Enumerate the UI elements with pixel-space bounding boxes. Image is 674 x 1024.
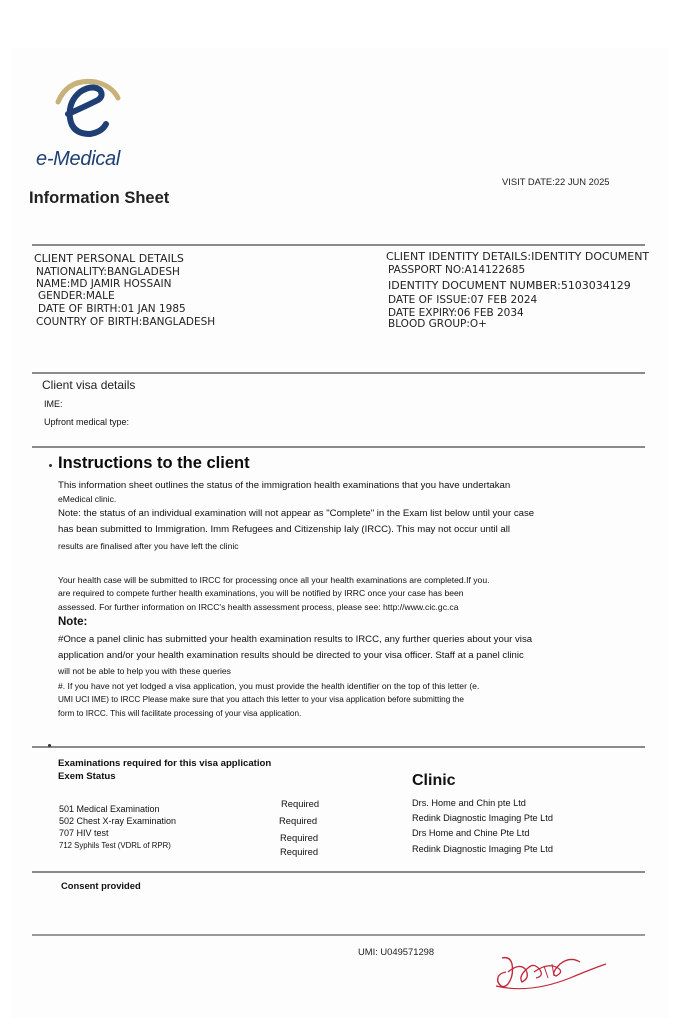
sheet-title: Information Sheet xyxy=(29,189,170,207)
blood-group: BLOOD GROUP:O+ xyxy=(388,318,487,330)
divider-3 xyxy=(32,446,645,448)
note-2-line1: #. If you have not yet lodged a visa application, you must provide the health identifier on the top of this letter (e. xyxy=(58,681,480,691)
exam-clinic: Drs. Home and Chin pte Ltd xyxy=(412,798,526,808)
exam-status-heading: Exem Status xyxy=(58,771,116,782)
client-name: NAME:MD JAMIR HOSSAIN xyxy=(36,278,172,290)
divider-6 xyxy=(32,934,645,936)
nationality: NATIONALITY:BANGLADESH xyxy=(36,266,180,278)
passport-number: PASSPORT NO:A14122685 xyxy=(388,264,526,276)
instructions-p3-line2: are required to compete further health examinations, you will be notified by IRRC once your case has been xyxy=(58,588,464,598)
date-expiry: DATE EXPIRY:06 FEB 2034 xyxy=(388,307,524,319)
country-of-birth: COUNTRY OF BIRTH:BANGLADESH xyxy=(36,316,216,328)
exam-name: 502 Chest X-ray Examination xyxy=(59,816,177,826)
exam-status: Required xyxy=(280,832,319,843)
date-of-issue: DATE OF ISSUE:07 FEB 2024 xyxy=(388,294,538,306)
clinic-heading: Clinic xyxy=(412,772,456,789)
emedical-logo xyxy=(36,72,150,172)
exam-status: Required xyxy=(279,815,318,826)
exam-name: 707 HIV test xyxy=(59,828,109,838)
exam-clinic: Redink Diagnostic Imaging Pte Ltd xyxy=(412,813,553,823)
instructions-p2-line2: has bean submitted to Immigration. Imm Refugees and Citizenship Ialy (IRCC). This may not occur until all xyxy=(58,524,510,535)
date-of-birth: DATE OF BIRTH:01 JAN 1985 xyxy=(38,303,186,315)
exam-status: Required xyxy=(280,846,319,857)
note-1-line3: will not be able to help you with these queries xyxy=(58,666,231,676)
personal-heading: CLIENT PERSONAL DETAILS xyxy=(34,252,184,265)
consent-provided: Consent provided xyxy=(61,880,141,891)
instructions-p1-line1: This information sheet outlines the status of the immigration health examinations that you have undertakan xyxy=(58,480,511,491)
identity-heading: CLIENT IDENTITY DETAILS:IDENTITY DOCUMENT xyxy=(386,250,650,263)
signature-mark xyxy=(490,948,620,998)
note-1-line1: #Once a panel clinic has submitted your health examination results to IRCC, any further queries about your visa xyxy=(58,634,533,645)
logo-wordmark: e-Medical xyxy=(36,148,120,170)
umi-number: UMI: U049571298 xyxy=(358,946,435,957)
gender: GENDER:MALE xyxy=(38,290,115,302)
bullet-dot xyxy=(49,464,52,467)
instructions-p2-line1: Note: the status of an individual examination will not appear as "Complete" in the Exam list below until your case xyxy=(58,508,535,519)
divider-4 xyxy=(32,746,645,748)
exam-clinic: Drs Home and Chine Pte Ltd xyxy=(412,828,530,838)
exam-name: 712 Syphils Test (VDRL of RPR) xyxy=(59,841,171,850)
instructions-p3-line1: Your health case will be submitted to IRCC for processing once all your health examinations are completed.If you. xyxy=(58,575,490,585)
divider-2 xyxy=(32,372,645,374)
divider-1 xyxy=(32,244,645,246)
emedical-logo-icon xyxy=(46,74,126,144)
identity-document-number: IDENTITY DOCUMENT NUMBER:5103034129 xyxy=(388,279,631,292)
instructions-heading: Instructions to the client xyxy=(58,454,250,472)
instructions-p1-line2: eMedical clinic. xyxy=(58,494,117,504)
note-2-line2: UMI UCI IME) to IRCC Please make sure that you attach this letter to your visa application before submitting the xyxy=(58,695,464,704)
note-1-line2: application and/or your health examination results should be directed to your visa officer. Staff at a panel clinic xyxy=(58,650,524,661)
exam-clinic: Redink Diagnostic Imaging Pte Ltd xyxy=(412,844,553,854)
visit-date: VISIT DATE:22 JUN 2025 xyxy=(502,176,610,187)
divider-4-dot xyxy=(48,744,51,747)
note-heading: Note: xyxy=(58,616,88,628)
exam-status: Required xyxy=(281,798,320,809)
upfront-medical-type: Upfront medical type: xyxy=(44,417,130,427)
divider-5 xyxy=(32,871,645,873)
instructions-p2-line3: results are finalised after you have left the clinic xyxy=(58,541,239,551)
instructions-p3-line3: assessed. For further information on IRCC's health assessment process, please see: http://www.cic.gc.ca xyxy=(58,602,459,612)
exam-name: 501 Medical Examination xyxy=(59,804,160,814)
note-2-line3: form to IRCC. This will facilitate processing of your visa application. xyxy=(58,709,302,718)
ime-field: IME: xyxy=(44,399,63,409)
exams-heading: Examinations required for this visa application xyxy=(58,758,272,769)
visa-heading: Client visa details xyxy=(42,378,136,392)
